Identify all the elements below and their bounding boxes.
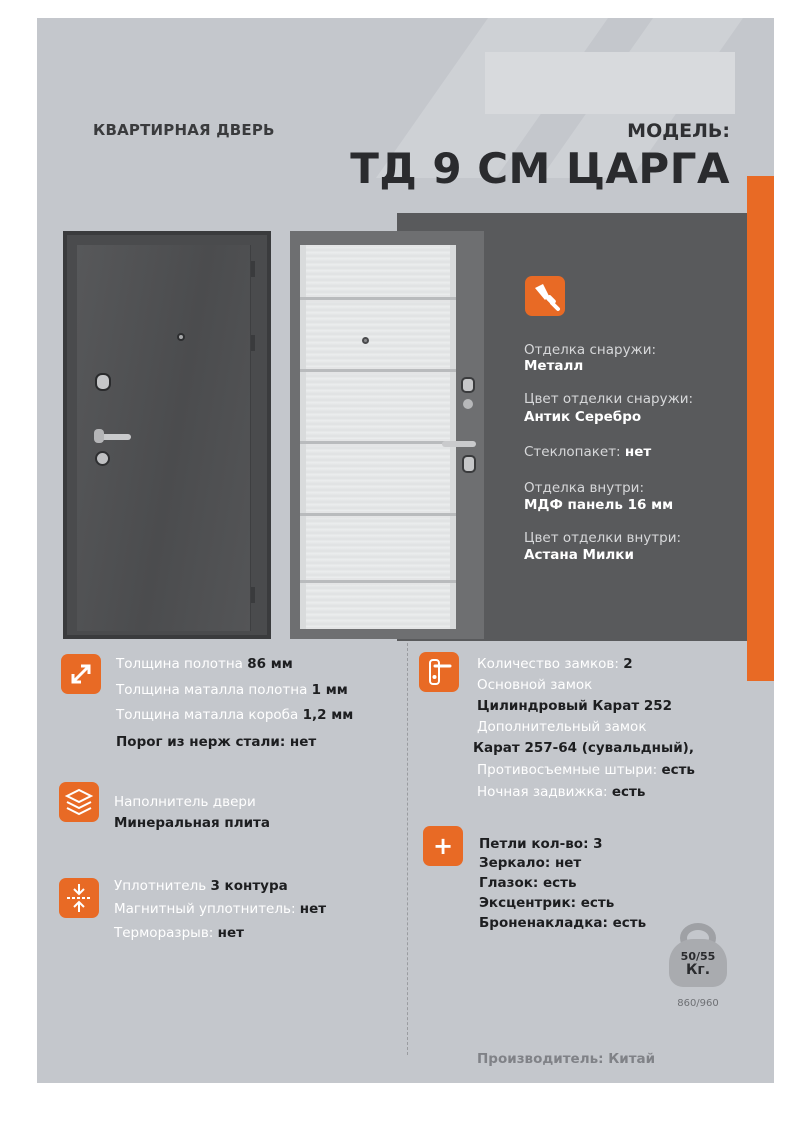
hinge-icon — [251, 335, 255, 351]
accent-bar — [747, 176, 774, 681]
magnetic-seal-row — [114, 901, 326, 917]
lower-lock-icon — [462, 455, 476, 473]
extra-lock-label: Дополнительный замок — [477, 719, 647, 735]
door-sizes: 860/960 — [677, 998, 719, 1009]
mirror-row: Зеркало: нет — [479, 855, 582, 871]
night-latch-label: Ночная задвижка: — [477, 784, 608, 800]
door-leaf-metal — [77, 245, 251, 631]
door-leaf-mdf — [300, 245, 456, 629]
hinge-icon — [251, 261, 255, 277]
outer-color-value: Антик Серебро — [524, 409, 642, 425]
lock-knob-icon — [463, 399, 473, 409]
metal-frame-row — [116, 707, 353, 723]
lock-count-row — [477, 656, 633, 672]
outer-finish-value: Металл — [524, 358, 584, 374]
door-handle-icon — [419, 652, 459, 692]
lock-count-value: 2 — [623, 656, 633, 672]
cylinder-lock-icon — [95, 373, 111, 391]
inner-finish-label: Отделка внутри: — [524, 480, 645, 496]
seal-row — [114, 878, 288, 894]
anti-removal-row — [477, 762, 695, 778]
threshold-row: Порог из нерж стали: нет — [116, 734, 317, 750]
model-name: ТД 9 СМ ЦАРГА — [350, 144, 730, 193]
metal-leaf-label: Толщина маталла полотна — [116, 682, 308, 698]
lock-plate-icon — [461, 377, 475, 393]
kettlebell-icon — [669, 923, 727, 987]
lock-count-label: Количество замков: — [477, 656, 619, 672]
weight-value: 50/55 — [680, 950, 716, 963]
main-lock-label: Основной замок — [477, 677, 593, 693]
night-latch-value: есть — [611, 784, 646, 800]
model-label: МОДЕЛЬ: — [627, 120, 730, 142]
layers-icon — [59, 782, 99, 822]
resize-arrows-icon — [61, 654, 101, 694]
handle-rosette-icon — [94, 429, 104, 443]
eccentric-row: Эксцентрик: есть — [479, 895, 615, 911]
thermal-break-row — [114, 925, 244, 941]
weight-unit: Кг. — [685, 962, 711, 978]
magnetic-seal-label: Магнитный уплотнитель: — [114, 901, 296, 917]
thermal-break-label: Терморазрыв: — [114, 925, 214, 941]
anti-removal-label: Противосъемные штыри: — [477, 762, 658, 778]
glass-label: Стеклопакет: — [524, 444, 621, 460]
inner-color-value: Астана Милки — [524, 547, 634, 563]
main-lock-value: Цилиндровый Карат 252 — [477, 698, 673, 714]
plus-icon: + — [423, 826, 463, 866]
anti-removal-value: есть — [661, 762, 695, 778]
compress-icon — [59, 878, 99, 918]
hinges-row: Петли кол-во: 3 — [479, 836, 603, 852]
inner-color-label: Цвет отделки внутри: — [524, 530, 682, 546]
door-inside-image — [290, 231, 484, 639]
outer-finish-label: Отделка снаружи: — [524, 342, 657, 358]
metal-leaf-value: 1 мм — [311, 682, 348, 698]
peephole-icon — [362, 337, 369, 344]
filler-value: Минеральная плита — [114, 815, 270, 831]
glass-value: нет — [624, 444, 652, 460]
glass-row — [524, 444, 651, 460]
paint-brush-icon — [525, 276, 565, 316]
handle-icon — [442, 441, 476, 447]
metal-frame-label: Толщина маталла короба — [116, 707, 299, 723]
blurred-logo-area — [485, 52, 735, 114]
extra-lock-value: Карат 257-64 (сувальдный), — [473, 740, 694, 756]
armor-plate-row: Броненакладка: есть — [479, 915, 647, 931]
door-outside-image — [63, 231, 271, 639]
seal-value: 3 контура — [210, 878, 288, 894]
seal-label: Уплотнитель — [114, 878, 207, 894]
filler-label: Наполнитель двери — [114, 794, 256, 810]
inner-finish-value: МДФ панель 16 мм — [524, 497, 674, 513]
peephole-row: Глазок: есть — [479, 875, 577, 891]
metal-frame-value: 1,2 мм — [302, 707, 354, 723]
leaf-thickness-row — [116, 656, 293, 672]
hinge-icon — [251, 587, 255, 603]
leaf-thickness-value: 86 мм — [247, 656, 293, 672]
lower-lock-icon — [95, 451, 110, 466]
thermal-break-value: нет — [217, 925, 244, 941]
spec-sheet — [37, 18, 774, 1083]
manufacturer: Производитель: Китай — [477, 1051, 656, 1067]
weight-badge — [669, 939, 727, 987]
metal-leaf-row — [116, 682, 348, 698]
door-type-label: КВАРТИРНАЯ ДВЕРЬ — [93, 121, 275, 139]
magnetic-seal-value: нет — [299, 901, 327, 917]
peephole-icon — [177, 333, 185, 341]
night-latch-row — [477, 784, 645, 800]
leaf-thickness-label: Толщина полотна — [116, 656, 243, 672]
column-divider — [407, 643, 408, 1055]
outer-color-label: Цвет отделки снаружи: — [524, 391, 694, 407]
